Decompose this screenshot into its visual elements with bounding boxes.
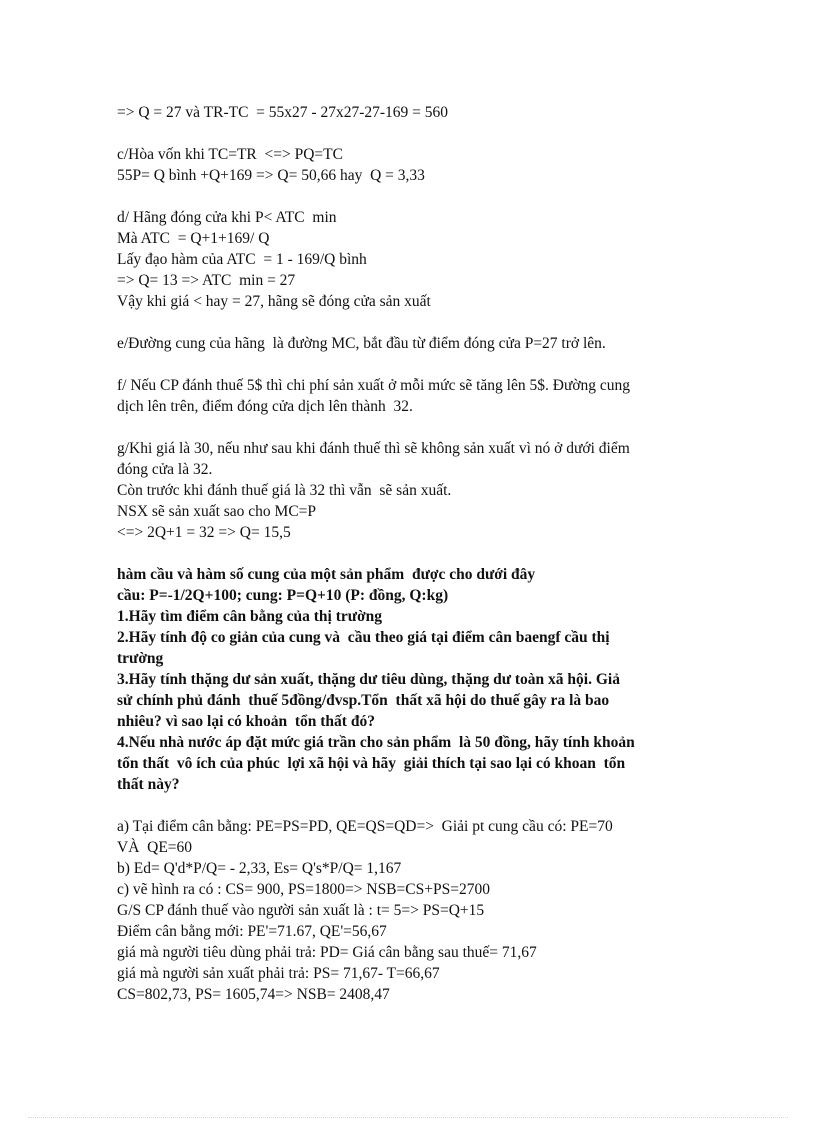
text-line: 2.Hãy tính độ co giản của cung và cầu theo giá tại điểm cân baengf cầu thị <box>117 629 610 646</box>
paragraph-gap <box>117 354 717 375</box>
paragraph-gap <box>117 795 717 816</box>
text-line: sử chính phủ đánh thuế 5đồng/đvsp.Tổn thất xã hội do thuế gây ra là bao <box>117 692 610 709</box>
text-line: => Q= 13 => ATC min = 27 <box>117 272 296 289</box>
text-line: G/S CP đánh thuế vào người sản xuất là : t= 5=> PS=Q+15 <box>117 902 485 919</box>
text-line: NSX sẽ sản xuất sao cho MC=P <box>117 503 317 520</box>
text-line: tổn thất vô ích của phúc lợi xã hội và hãy giải thích tại sao lại có khoan tổn <box>117 755 626 772</box>
text-line: dịch lên trên, điểm đóng cửa dịch lên thành 32. <box>117 398 413 415</box>
text-line: 1.Hãy tìm điểm cân bằng của thị trường <box>117 608 383 625</box>
text-line: VÀ QE=60 <box>117 839 193 856</box>
text-line: Lấy đạo hàm của ATC = 1 - 169/Q bình <box>117 251 367 268</box>
section-solution <box>117 816 717 1005</box>
text-line: Mà ATC = Q+1+169/ Q <box>117 230 270 247</box>
paragraph-gap <box>117 186 717 207</box>
text-line: b) Ed= Q'd*P/Q= - 2,33, Es= Q's*P/Q= 1,167 <box>117 860 402 877</box>
section-part-b-result <box>117 102 717 123</box>
text-line: f/ Nếu CP đánh thuế 5$ thì chi phí sản xuất ở mỗi mức sẽ tăng lên 5$. Đường cung <box>117 377 631 394</box>
text-line: hàm cầu và hàm số cung của một sản phẩm được cho dưới đây <box>117 566 536 583</box>
text-line: đóng cửa là 32. <box>117 461 213 478</box>
text-line: thất này? <box>117 776 180 793</box>
text-line: => Q = 27 và TR-TC = 55x27 - 27x27-27-169 = 560 <box>117 104 449 121</box>
text-line: 3.Hãy tính thặng dư sản xuất, thặng dư tiêu dùng, thặng dư toàn xã hội. Giả <box>117 671 620 688</box>
text-line: a) Tại điểm cân bằng: PE=PS=PD, QE=QS=QD=> Giải pt cung cầu có: PE=70 <box>117 818 613 835</box>
text-line: Vậy khi giá < hay = 27, hãng sẽ đóng cửa sản xuất <box>117 293 431 310</box>
text-line: <=> 2Q+1 = 32 => Q= 15,5 <box>117 524 291 541</box>
section-part-c <box>117 144 717 186</box>
paragraph-gap <box>117 123 717 144</box>
text-line: Còn trước khi đánh thuế giá là 32 thì vẫn sẽ sản xuất. <box>117 482 452 499</box>
section-problem-statement <box>117 564 717 795</box>
section-part-g <box>117 438 717 543</box>
paragraph-gap <box>117 417 717 438</box>
text-line: c/Hòa vốn khi TC=TR <=> PQ=TC <box>117 146 343 163</box>
text-line: giá mà người sản xuất phải trả: PS= 71,67- T=66,67 <box>117 965 440 982</box>
text-line: CS=802,73, PS= 1605,74=> NSB= 2408,47 <box>117 986 390 1003</box>
text-line: cầu: P=-1/2Q+100; cung: P=Q+10 (P: đồng, Q:kg) <box>117 587 449 604</box>
text-line: Điểm cân bằng mới: PE'=71.67, QE'=56,67 <box>117 923 387 940</box>
page-bottom-divider <box>28 1117 788 1118</box>
text-line: 55P= Q bình +Q+169 => Q= 50,66 hay Q = 3,33 <box>117 167 425 184</box>
section-part-e <box>117 333 717 354</box>
text-line: nhiêu? vì sao lại có khoản tổn thất đó? <box>117 713 375 730</box>
section-part-d <box>117 207 717 312</box>
paragraph-gap <box>117 543 717 564</box>
text-line: e/Đường cung của hãng là đường MC, bắt đầu từ điểm đóng cửa P=27 trở lên. <box>117 335 606 352</box>
section-part-f <box>117 375 717 417</box>
document-page <box>117 102 717 1005</box>
text-line: g/Khi giá là 30, nếu như sau khi đánh thuế thì sẽ không sản xuất vì nó ở dưới điểm <box>117 440 630 457</box>
text-line: c) vẽ hình ra có : CS= 900, PS=1800=> NSB=CS+PS=2700 <box>117 881 490 898</box>
paragraph-gap <box>117 312 717 333</box>
text-line: 4.Nếu nhà nước áp đặt mức giá trần cho sản phẩm là 50 đồng, hãy tính khoản <box>117 734 635 751</box>
text-line: d/ Hãng đóng cửa khi P< ATC min <box>117 209 337 226</box>
text-line: giá mà người tiêu dùng phải trả: PD= Giá cân bằng sau thuế= 71,67 <box>117 944 537 961</box>
text-line: trường <box>117 650 164 667</box>
